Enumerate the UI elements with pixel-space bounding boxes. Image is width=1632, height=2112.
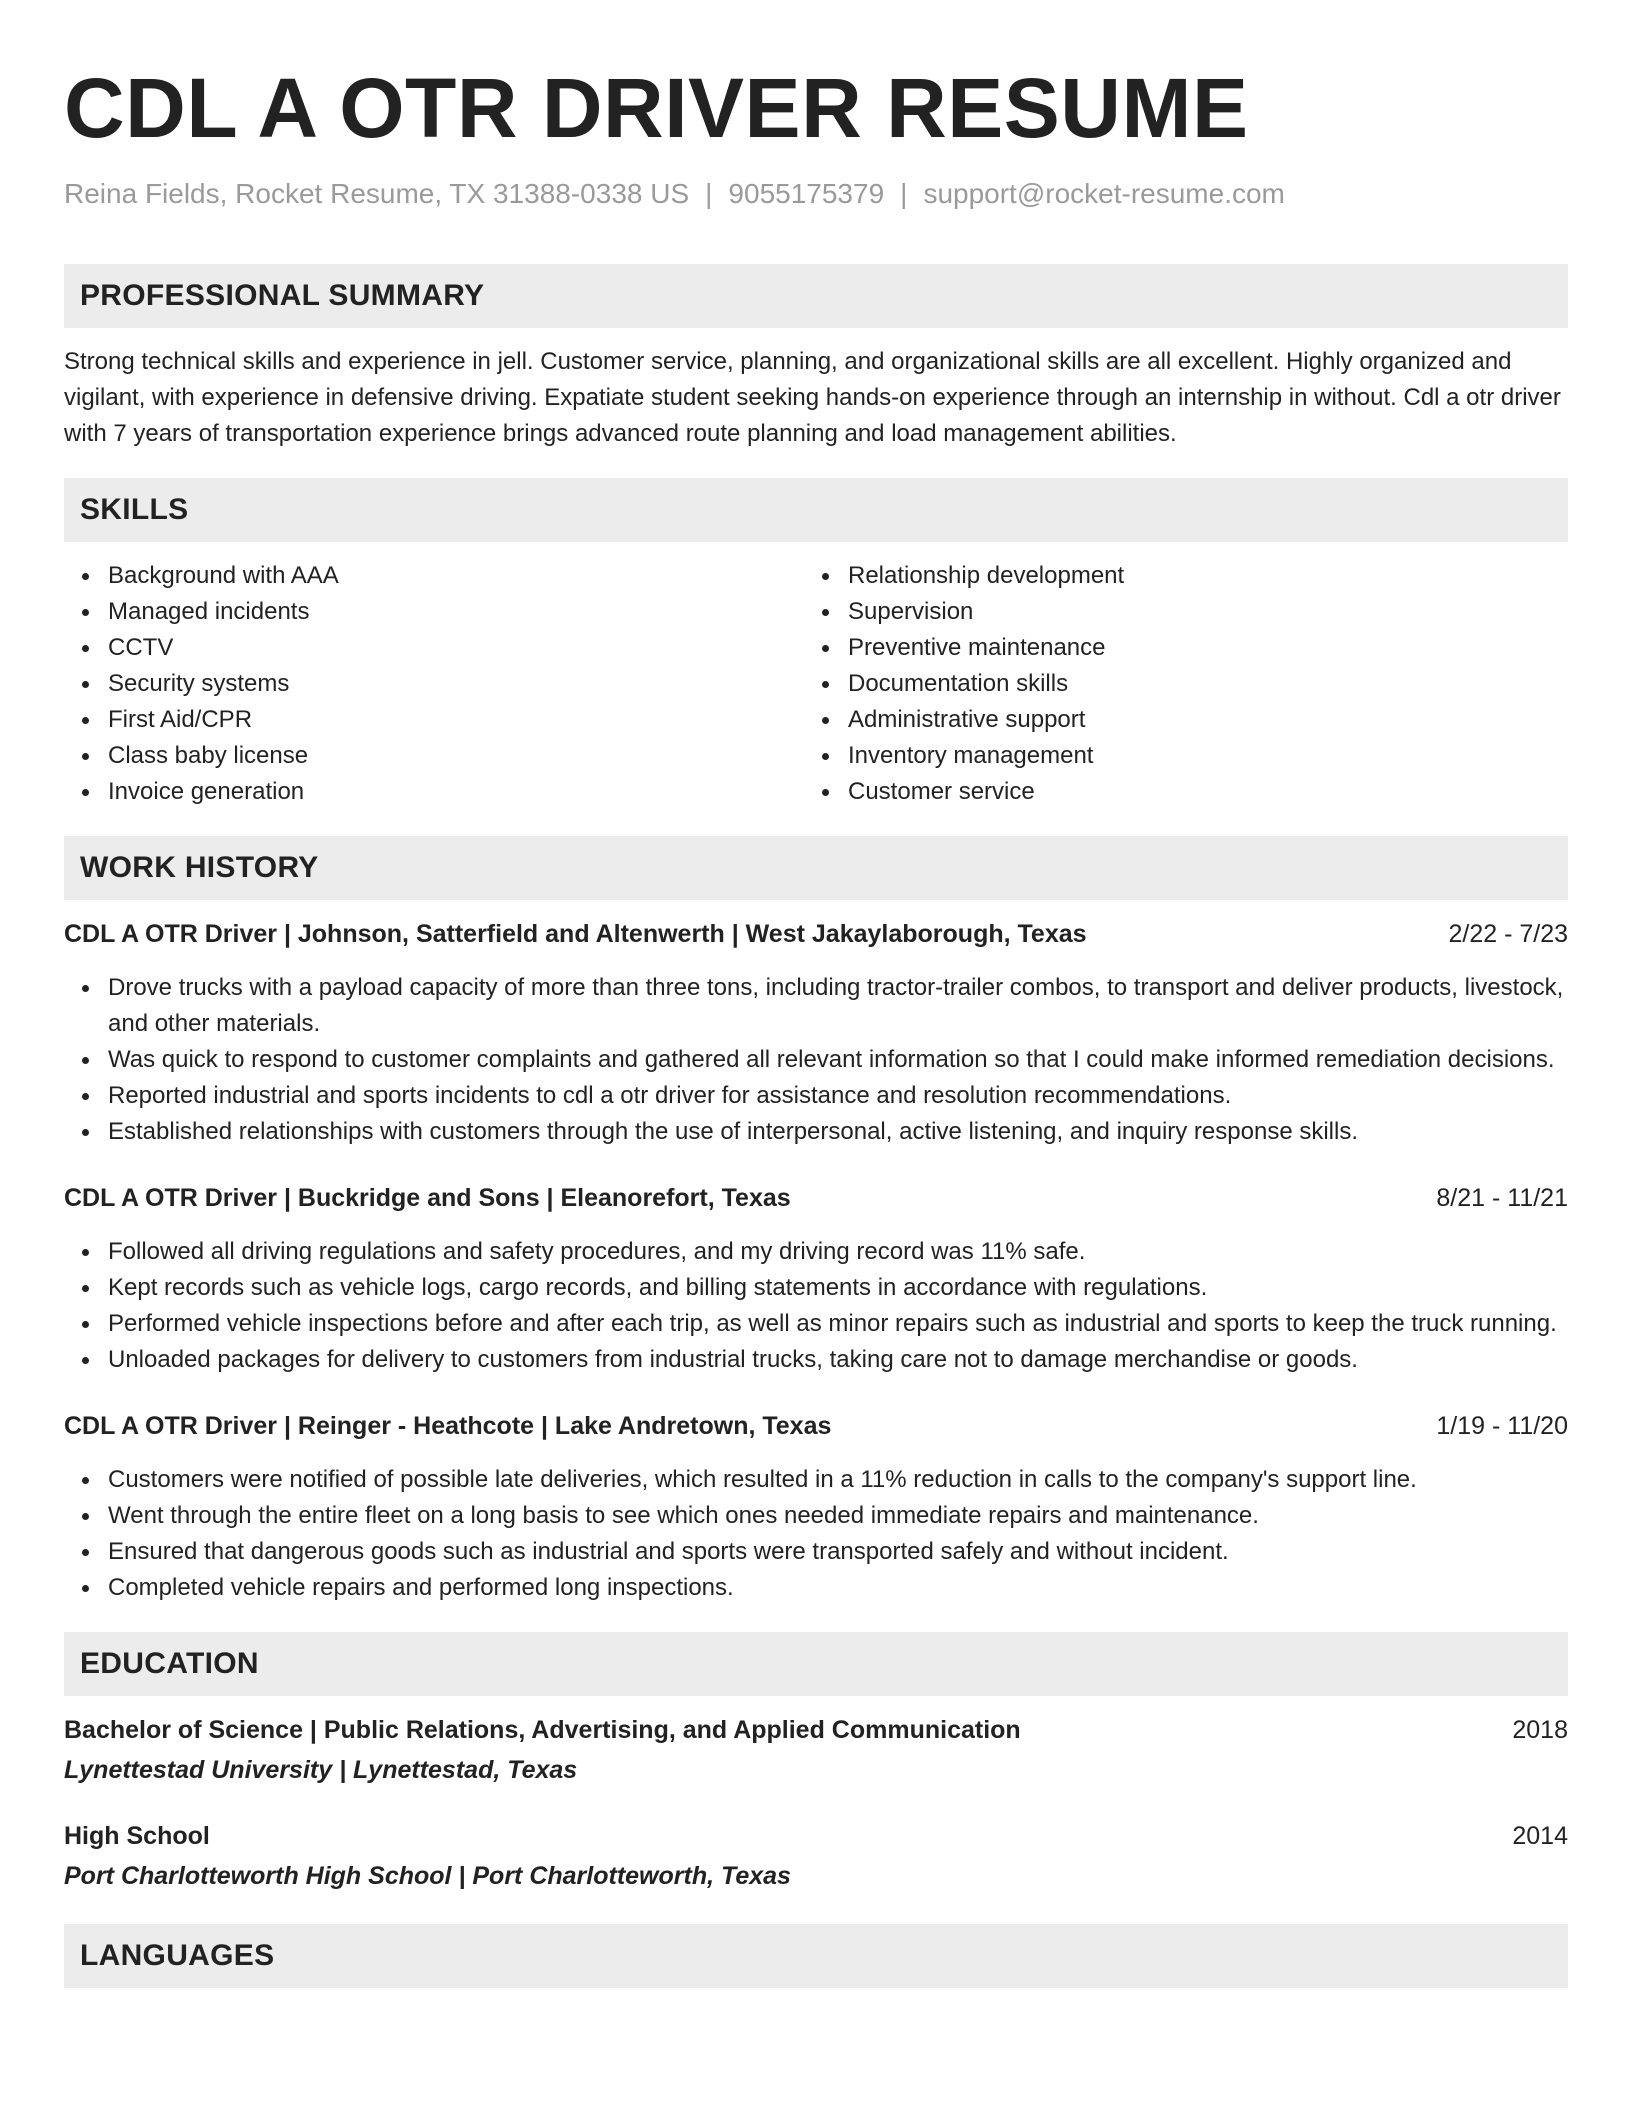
job-bullet: Completed vehicle repairs and performed long inspections. <box>64 1570 1568 1606</box>
graduation-year: 2018 <box>1512 1716 1568 1744</box>
job-date: 1/19 - 11/20 <box>1436 1412 1568 1440</box>
job-bullet: Went through the entire fleet on a long basis to see which ones needed immediate repairs and maintenance. <box>64 1498 1568 1534</box>
graduation-year: 2014 <box>1512 1822 1568 1850</box>
skill-item: Administrative support <box>804 702 1544 738</box>
job-entry <box>64 916 1568 1150</box>
skill-item: Inventory management <box>804 738 1544 774</box>
job-bullet: Customers were notified of possible late deliveries, which resulted in a 11% reduction in calls to the company's support line. <box>64 1462 1568 1498</box>
education-heading: EDUCATION <box>64 1632 1568 1696</box>
job-bullets <box>64 970 1568 1150</box>
contact-separator: | <box>705 178 713 209</box>
skill-item: Class baby license <box>64 738 804 774</box>
degree-title: Bachelor of Science | Public Relations, Advertising, and Applied Communication <box>64 1716 1021 1744</box>
summary-text: Strong technical skills and experience in jell. Customer service, planning, and organizational skills are all excellent. Highly organized and vigilant, with experience in defensive driving. Expatiate student seeking hands-on experience through an internship in without. Cdl a otr driver with 7 years of transportation experience brings advanced route planning and load management abilities. <box>64 348 1561 447</box>
skill-item: Documentation skills <box>804 666 1544 702</box>
school-name: Port Charlotteworth High School | Port Charlotteworth, Texas <box>64 1862 791 1890</box>
skill-item: Preventive maintenance <box>804 630 1544 666</box>
skill-item: Customer service <box>804 774 1544 810</box>
skills-column-left <box>64 558 804 810</box>
job-title: CDL A OTR Driver | Buckridge and Sons | Eleanorefort, Texas <box>64 1184 791 1212</box>
work-history-heading: WORK HISTORY <box>64 836 1568 900</box>
summary-heading: PROFESSIONAL SUMMARY <box>64 264 1568 328</box>
contact-line <box>64 176 1568 212</box>
job-title: CDL A OTR Driver | Reinger - Heathcote | Lake Andretown, Texas <box>64 1412 832 1440</box>
job-bullet: Kept records such as vehicle logs, cargo records, and billing statements in accordance with regulations. <box>64 1270 1568 1306</box>
contact-email: support@rocket-resume.com <box>923 178 1285 209</box>
education-entry <box>64 1712 1568 1788</box>
skill-item: Relationship development <box>804 558 1544 594</box>
skills-heading: SKILLS <box>64 478 1568 542</box>
job-bullet: Drove trucks with a payload capacity of more than three tons, including tractor-trailer combos, to transport and deliver products, livestock, and other materials. <box>64 970 1568 1042</box>
job-bullet: Established relationships with customers through the use of interpersonal, active listening, and inquiry response skills. <box>64 1114 1568 1150</box>
skill-item: First Aid/CPR <box>64 702 804 738</box>
job-bullets <box>64 1462 1568 1606</box>
skill-item: Managed incidents <box>64 594 804 630</box>
skills-column-right <box>804 558 1544 810</box>
skill-item: Invoice generation <box>64 774 804 810</box>
skill-item: Background with AAA <box>64 558 804 594</box>
job-date: 8/21 - 11/21 <box>1436 1184 1568 1212</box>
skills-list <box>64 558 1568 810</box>
contact-phone: 9055175379 <box>728 178 885 209</box>
degree-title: High School <box>64 1822 210 1850</box>
school-name: Lynettestad University | Lynettestad, Texas <box>64 1756 578 1784</box>
job-entry <box>64 1180 1568 1378</box>
job-date: 2/22 - 7/23 <box>1448 920 1568 948</box>
contact-separator: | <box>900 178 908 209</box>
education-entry <box>64 1818 1568 1894</box>
languages-heading: LANGUAGES <box>64 1924 1568 1988</box>
job-bullet: Ensured that dangerous goods such as industrial and sports were transported safely and without incident. <box>64 1534 1568 1570</box>
skill-item: Security systems <box>64 666 804 702</box>
job-entry <box>64 1408 1568 1606</box>
skill-item: CCTV <box>64 630 804 666</box>
job-bullets <box>64 1234 1568 1378</box>
job-bullet: Reported industrial and sports incidents to cdl a otr driver for assistance and resolution recommendations. <box>64 1078 1568 1114</box>
job-bullet: Performed vehicle inspections before and after each trip, as well as minor repairs such as industrial and sports to keep the truck running. <box>64 1306 1568 1342</box>
resume-title: CDL A OTR DRIVER RESUME <box>64 61 1249 155</box>
skill-item: Supervision <box>804 594 1544 630</box>
job-bullet: Unloaded packages for delivery to customers from industrial trucks, taking care not to damage merchandise or goods. <box>64 1342 1568 1378</box>
job-bullet: Was quick to respond to customer complaints and gathered all relevant information so that I could make informed remediation decisions. <box>64 1042 1568 1078</box>
job-bullet: Followed all driving regulations and safety procedures, and my driving record was 11% safe. <box>64 1234 1568 1270</box>
contact-address: Reina Fields, Rocket Resume, TX 31388-0338 US <box>64 178 690 209</box>
job-title: CDL A OTR Driver | Johnson, Satterfield and Altenwerth | West Jakaylaborough, Texas <box>64 920 1087 948</box>
